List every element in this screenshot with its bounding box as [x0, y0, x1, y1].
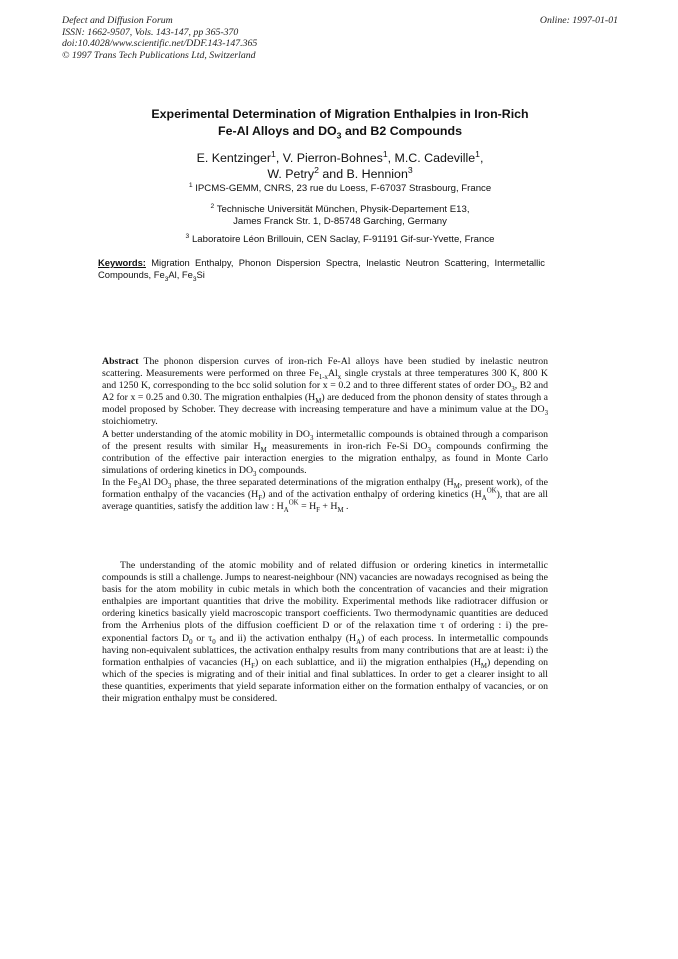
authors-line-2: W. Petry$^2$ and B. Hennion$^3$ — [267, 164, 413, 181]
journal-header — [62, 15, 257, 61]
abstract-label: Abstract — [102, 356, 139, 367]
intro-paragraph: The understanding of the atomic mobility and of related diffusion or ordering kinetics in intermetallic compounds is still a challenge. Jumps to nearest-neighbour (NN) vacancies are nowadays recognised as being the basis for the atom mobility in cubic metals in which both the concentration of vacancies and their migration enthalpies are important quantities that drive the mobility. Experimental methods like radiotracer diffusion or ordering kinetics basically yield macroscopic transport coefficients. Two thermodynamic quantities are deduced from the Arrhenius plots of the diffusion coefficient D or of the relaxation time τ of ordering : i) the pre-exponential factors $D_0$ or $\tau_0$ and ii) the activation enthalpy $(H_A)$ of each process. In intermetallic compounds having non-equivalent sublattices, the activation enthalpy results from many contributions that are at least: i) the formation enthalpies of vacancies $(H_F)$ on each sublattice, and ii) the migration enthalpies $(H_M)$ depending on which of the species is migrating and of their initial and final sublattices. In order to get a clearer insight to all these quantities, experiments that yield separate information either on the formation enthalpy of vacancies, or on their migration enthalpy must be considered. — [102, 560, 549, 705]
affiliation-1: $^1$ IPCMS-GEMM, CNRS, 23 rue du Loess, F-67037 Strasbourg, France — [188, 181, 492, 194]
abstract-paragraph-2: A better understanding of the atomic mobility in $DO_3$ intermetallic compounds is obtained through a comparison of the present results with similar $H_M$ measurements in iron-rich Fe-Si $DO_3$ compounds confirming the contribution of the effective pair interaction energies to the migration enthalpy, as found in Monte Carlo simulations of ordering kinetics in $DO_3$ compounds. — [102, 428, 549, 478]
introduction — [102, 560, 548, 705]
paper-title — [60, 106, 620, 139]
affiliation-2: $^2$ Technische Universität München, Physik-Departement E13, James Franck Str. 1, D-85748 Garching, Germany — [210, 202, 470, 227]
title-line-1: Experimental Determination of Migration Enthalpies in Iron-Rich — [151, 107, 529, 121]
affiliation-3: $^3$ Laboratoire Léon Brillouin, CEN Saclay, F-91191 Gif-sur-Yvette, France — [185, 232, 495, 245]
issn-line: ISSN: 1662-9507, Vols. 143-147, pp 365-370 — [62, 26, 239, 38]
authors-line-1: E. Kentzinger$^1$, V. Pierron-Bohnes$^1$, M.C. Cadeville$^1$, — [196, 148, 484, 165]
keywords-label: Keywords: — [98, 257, 146, 268]
copyright-line: © 1997 Trans Tech Publications Ltd, Switzerland — [62, 49, 256, 61]
author-list — [60, 150, 620, 182]
journal-name: Defect and Diffusion Forum — [62, 15, 173, 26]
abstract — [102, 356, 548, 513]
abstract-paragraph-3: In the $Fe_3Al$ $DO_3$ phase, the three separated determinations of the migration enthalpy ($H_M$, present work), of the formation enthalpy of the vacancies $(H_F)$ and of the activation enthalpy of ordering kinetics $(H_A^{OK})$, that are all average quantities, satisfy the addition law : $H_A^{OK} = H_F + H_M$ . — [102, 476, 548, 515]
keywords: Keywords: Migration Enthalpy, Phonon Dispersion Spectra, Inelastic Neutron Scattering, Intermetallic Compounds, $Fe_3Al$, $Fe_3Si$ — [98, 257, 545, 283]
online-date: Online: 1997-01-01 — [539, 15, 618, 26]
abstract-paragraph-1: Abstract The phonon dispersion curves of iron-rich Fe-Al alloys have been studied by inelastic neutron scattering. Measurements were performed on three $Fe_{1-x}Al_x$ single crystals at three temperatures 300 K, 800 K and 1250 K, corresponding to the bcc solid solution for x = 0.2 and to three different states of order $DO_3$, B2 and A2 for x = 0.25 and 0.30. The migration enthalpies $(H_M)$ are deduced from the phonon density of states through a model proposed by Schober. They decrease with increasing temperature and have a minimum value at the $DO_3$ stoichiometry. — [102, 356, 548, 428]
doi-line[interactable]: doi:10.4028/www.scientific.net/DDF.143-147.365 — [62, 38, 258, 49]
title-line-2: Fe-Al Alloys and $DO_3$ and B2 Compounds — [218, 123, 462, 140]
